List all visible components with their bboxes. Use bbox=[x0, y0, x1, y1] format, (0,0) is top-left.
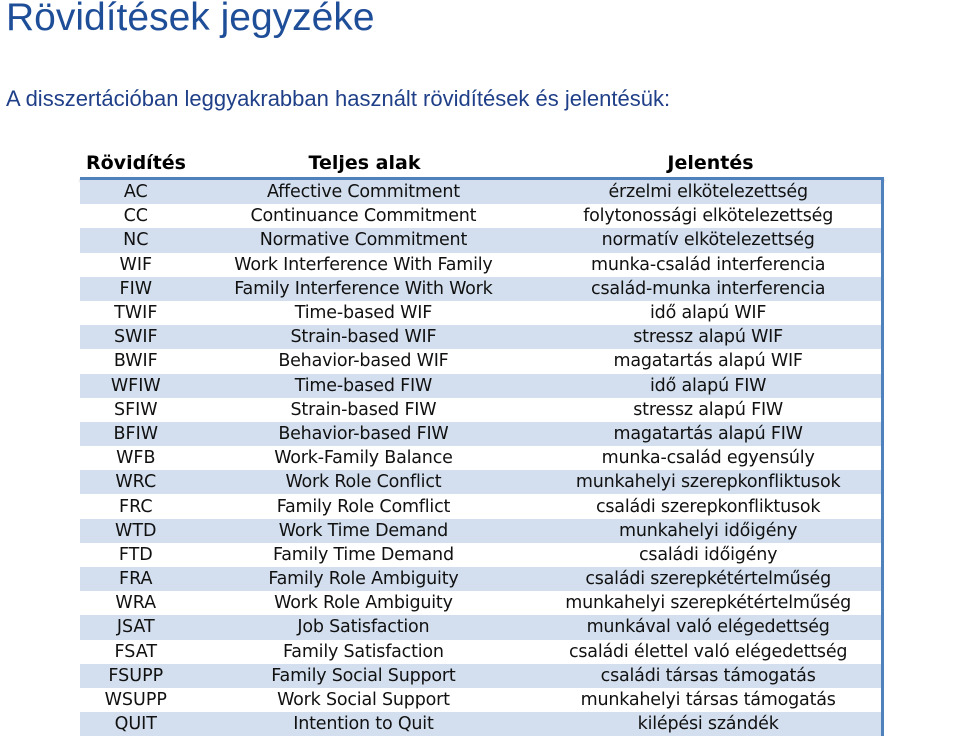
cell-full-form: Work Interference With Family bbox=[234, 254, 493, 275]
cell-abbreviation: FIW bbox=[119, 278, 153, 299]
table-row bbox=[80, 374, 881, 398]
cell-full-form: Family Satisfaction bbox=[283, 641, 444, 662]
cell-meaning: normatív elkötelezettség bbox=[601, 230, 815, 251]
cell-abbreviation: NC bbox=[123, 230, 149, 251]
cell-full-form: Work Time Demand bbox=[278, 520, 449, 541]
table-row bbox=[80, 277, 881, 301]
cell-abbreviation: FSUPP bbox=[108, 665, 164, 686]
cell-full-form: Continuance Commitment bbox=[250, 206, 477, 227]
cell-abbreviation: WSUPP bbox=[104, 690, 167, 711]
table-row bbox=[80, 228, 881, 252]
cell-abbreviation: CC bbox=[123, 206, 149, 227]
table-body bbox=[80, 180, 884, 736]
cell-meaning: munka-család interferencia bbox=[591, 254, 826, 275]
cell-full-form: Strain-based WIF bbox=[290, 327, 437, 348]
cell-full-form: Behavior-based WIF bbox=[278, 351, 449, 372]
cell-abbreviation: WTD bbox=[115, 520, 157, 541]
cell-abbreviation: TWIF bbox=[114, 303, 158, 324]
cell-abbreviation: WRC bbox=[115, 472, 157, 493]
cell-full-form: Work Social Support bbox=[277, 690, 450, 711]
table-row bbox=[80, 180, 881, 204]
table-row bbox=[80, 422, 881, 446]
cell-abbreviation: WFB bbox=[116, 448, 156, 469]
cell-abbreviation: FRC bbox=[119, 496, 153, 517]
cell-meaning: családi élettel való elégedettség bbox=[568, 641, 848, 662]
cell-meaning: családi időigény bbox=[639, 544, 778, 565]
table-row bbox=[80, 543, 881, 567]
cell-meaning: magatartás alapú WIF bbox=[613, 351, 803, 372]
cell-meaning: idő alapú WIF bbox=[650, 303, 767, 324]
cell-meaning: család-munka interferencia bbox=[591, 278, 826, 299]
cell-meaning: munkahelyi társas támogatás bbox=[580, 690, 836, 711]
table-row bbox=[80, 204, 881, 228]
cell-meaning: magatartás alapú FIW bbox=[613, 423, 803, 444]
table-row bbox=[80, 712, 881, 736]
table-row bbox=[80, 470, 881, 494]
table-row bbox=[80, 301, 881, 325]
table-row bbox=[80, 615, 881, 639]
cell-meaning: munkahelyi szerepkonfliktusok bbox=[575, 472, 841, 493]
cell-meaning: családi szerepkonfliktusok bbox=[595, 496, 821, 517]
table-row bbox=[80, 567, 881, 591]
abbreviation-table bbox=[80, 149, 884, 736]
cell-abbreviation: FTD bbox=[118, 544, 153, 565]
cell-meaning: kilépési szándék bbox=[637, 714, 779, 735]
table-row bbox=[80, 398, 881, 422]
table-row bbox=[80, 688, 881, 712]
cell-full-form: Affective Commitment bbox=[266, 182, 460, 203]
cell-meaning: családi társas támogatás bbox=[600, 665, 816, 686]
cell-abbreviation: WFIW bbox=[110, 375, 161, 396]
cell-full-form: Family Role Comflict bbox=[276, 496, 451, 517]
cell-full-form: Work Role Conflict bbox=[285, 472, 442, 493]
cell-meaning: munkával való elégedettség bbox=[586, 617, 830, 638]
header-abbreviation: Rövidítés bbox=[86, 152, 186, 174]
cell-meaning: munka-család egyensúly bbox=[601, 448, 815, 469]
cell-meaning: munkahelyi szerepkétértelműség bbox=[565, 593, 852, 614]
header-meaning: Jelentés bbox=[667, 152, 754, 174]
cell-full-form: Behavior-based FIW bbox=[278, 423, 449, 444]
cell-full-form: Family Interference With Work bbox=[234, 278, 493, 299]
table-row bbox=[80, 640, 881, 664]
cell-full-form: Family Role Ambiguity bbox=[268, 569, 459, 590]
cell-full-form: Work-Family Balance bbox=[274, 448, 453, 469]
cell-full-form: Time-based FIW bbox=[294, 375, 433, 396]
cell-abbreviation: BWIF bbox=[113, 351, 158, 372]
cell-full-form: Normative Commitment bbox=[259, 230, 468, 251]
cell-full-form: Family Social Support bbox=[271, 665, 456, 686]
cell-full-form: Work Role Ambiguity bbox=[274, 593, 453, 614]
cell-full-form: Job Satisfaction bbox=[297, 617, 430, 638]
cell-abbreviation: AC bbox=[123, 182, 148, 203]
cell-full-form: Strain-based FIW bbox=[290, 399, 437, 420]
table-row bbox=[80, 519, 881, 543]
cell-abbreviation: QUIT bbox=[114, 714, 157, 735]
cell-abbreviation: BFIW bbox=[113, 423, 159, 444]
cell-meaning: munkahelyi időigény bbox=[618, 520, 798, 541]
cell-meaning: folytonossági elkötelezettség bbox=[583, 206, 834, 227]
table-row bbox=[80, 591, 881, 615]
table-row bbox=[80, 494, 881, 518]
cell-meaning: stressz alapú FIW bbox=[633, 399, 784, 420]
cell-abbreviation: SFIW bbox=[113, 399, 158, 420]
page-title: Rövidítések jegyzéke bbox=[6, 0, 375, 39]
header-full-form: Teljes alak bbox=[308, 152, 421, 174]
cell-abbreviation: FSAT bbox=[114, 641, 158, 662]
cell-abbreviation: WRA bbox=[115, 593, 157, 614]
cell-abbreviation: JSAT bbox=[116, 617, 155, 638]
table-header bbox=[80, 149, 884, 177]
table-row bbox=[80, 446, 881, 470]
cell-meaning: stressz alapú WIF bbox=[633, 327, 784, 348]
table-row bbox=[80, 325, 881, 349]
cell-meaning: idő alapú FIW bbox=[650, 375, 767, 396]
table-row bbox=[80, 664, 881, 688]
table-row bbox=[80, 253, 881, 277]
cell-full-form: Family Time Demand bbox=[272, 544, 454, 565]
cell-full-form: Intention to Quit bbox=[293, 714, 434, 735]
cell-full-form: Time-based WIF bbox=[294, 303, 433, 324]
cell-meaning: családi szerepkétértelműség bbox=[585, 569, 831, 590]
cell-abbreviation: WIF bbox=[119, 254, 153, 275]
cell-abbreviation: SWIF bbox=[113, 327, 158, 348]
cell-abbreviation: FRA bbox=[119, 569, 153, 590]
cell-meaning: érzelmi elkötelezettség bbox=[608, 182, 808, 203]
page-subtitle: A disszertációban leggyakrabban használt rövidítések és jelentésük: bbox=[6, 86, 671, 111]
table-row bbox=[80, 349, 881, 373]
